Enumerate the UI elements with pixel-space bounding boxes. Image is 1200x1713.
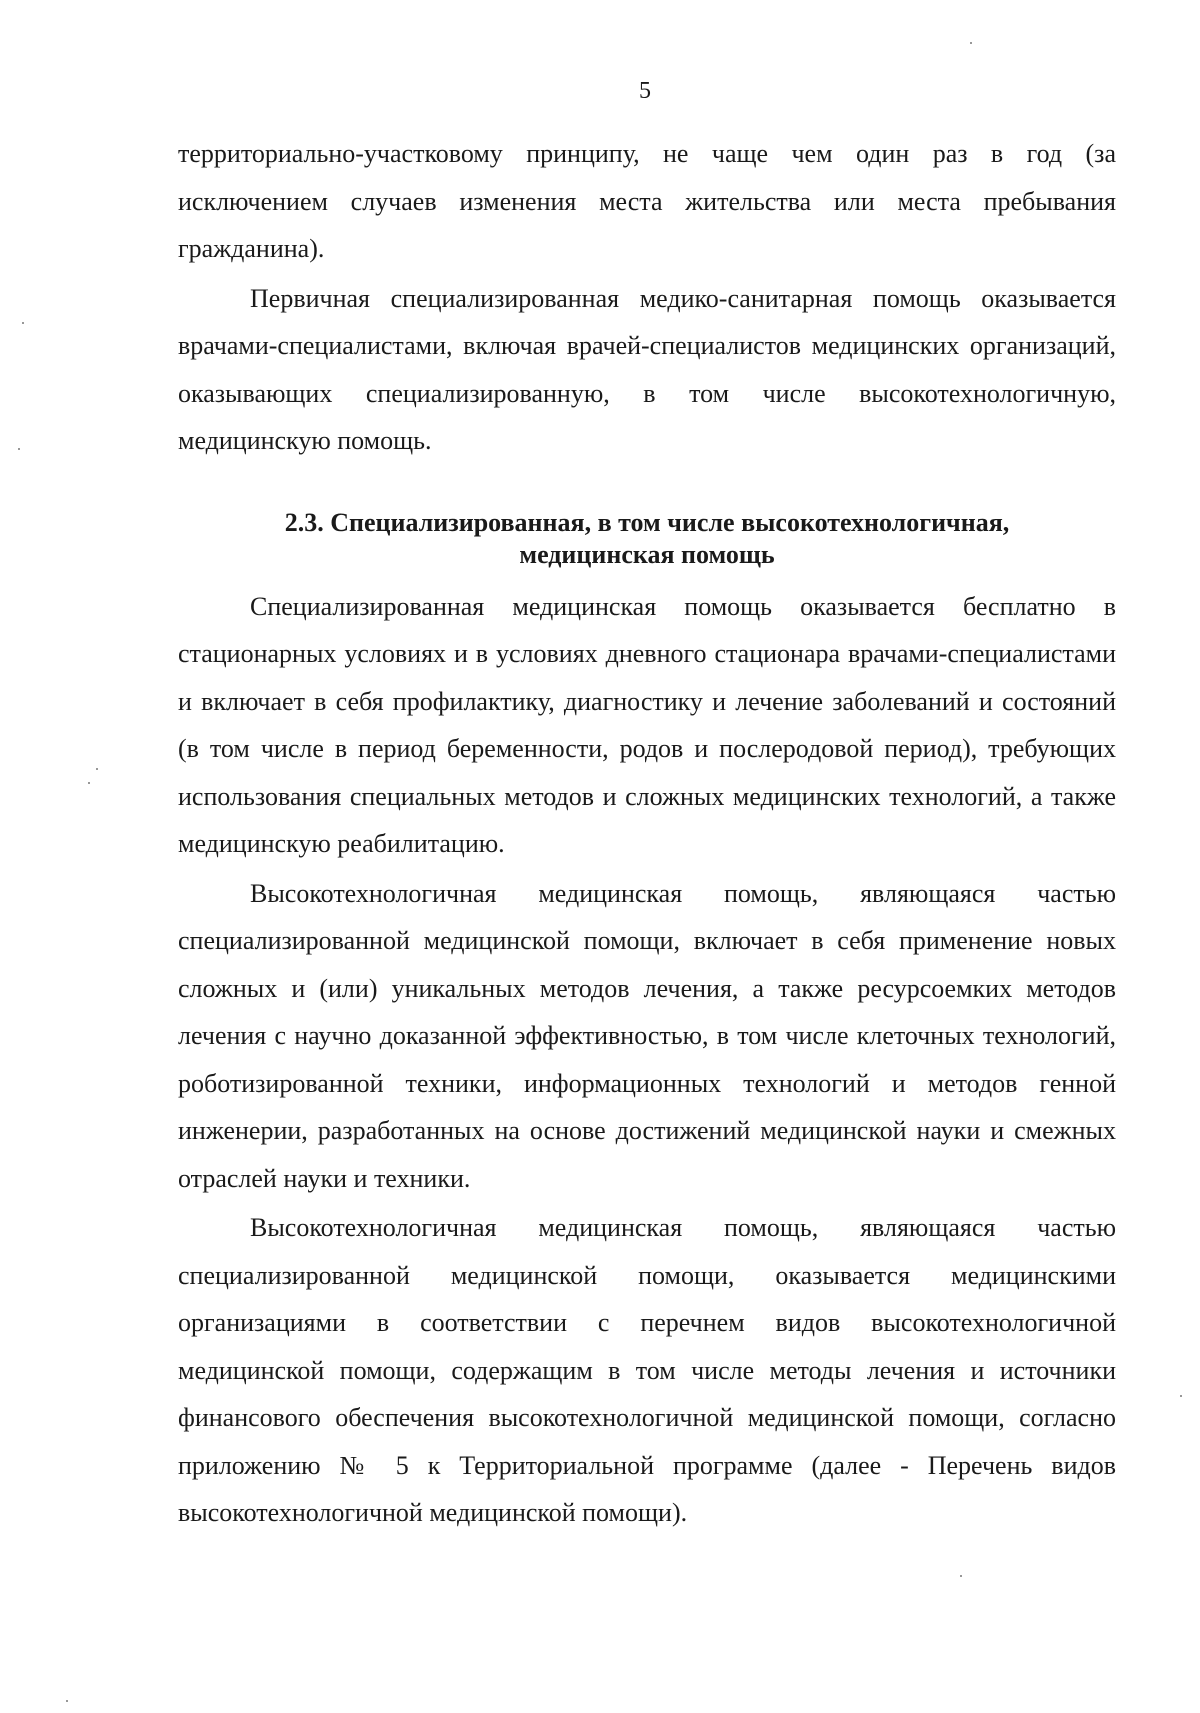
paragraph-specialized-care: Специализированная медицинская помощь оказывается бесплатно в стационарных условиях и в условиях дневного стационара врачами-специалистами и включает в себя профилактику, диагностику и лечение заболеваний и состояний (в том числе в период беременности, родов и послеродовой период), требующих использования специальных методов и сложных медицинских технологий, а также медицинскую реабилитацию. — [178, 591, 1116, 858]
section-heading — [178, 507, 1116, 571]
section-heading-line-1: 2.3. Специализированная, в том числе высокотехнологичная, — [284, 507, 1010, 537]
scan-speck — [96, 768, 98, 770]
paragraph-high-tech-providers: Высокотехнологичная медицинская помощь, являющаяся частью специализированной медицинской помощи, оказывается медицинскими организациями в соответствии с перечнем видов высокотехнологичной медицинской помощи, содержащим в том числе методы лечения и источники финансового обеспечения высокотехнологичной медицинской помощи, согласно приложению № 5 к Территориальной программе (далее - Перечень видов высокотехнологичной медицинской помощи). — [178, 1213, 1116, 1527]
scan-speck — [22, 322, 24, 324]
page-number: 5 — [639, 78, 651, 104]
paragraph-high-tech-care: Высокотехнологичная медицинская помощь, являющаяся частью специализированной медицинской помощи, включает в себя применение новых сложных и (или) уникальных методов лечения, а также ресурсоемких методов лечения с научно доказанной эффективностью, в том числе клеточных технологий, роботизированной техники, информационных технологий и методов генной инженерии, разработанных на основе достижений медицинской науки и смежных отраслей науки и техники. — [178, 878, 1116, 1193]
scan-speck — [18, 448, 20, 450]
document-body — [178, 130, 1116, 1537]
scan-speck — [970, 42, 972, 44]
paragraph-primary-care: Первичная специализированная медико-санитарная помощь оказывается врачами-специалистами, включая врачей-специалистов медицинских организаций, оказывающих специализированную, в том числе высокотехнологичную, медицинскую помощь. — [178, 283, 1116, 455]
section-heading-line-2: медицинская помощь — [519, 539, 775, 569]
scan-speck — [88, 782, 90, 784]
paragraph-continuation: территориально-участковому принципу, не чаще чем один раз в год (за исключением случаев изменения места жительства или места пребывания гражданина). — [178, 139, 1116, 263]
scan-speck — [1180, 1395, 1182, 1397]
scan-speck — [66, 1700, 68, 1702]
scan-speck — [960, 1575, 962, 1577]
